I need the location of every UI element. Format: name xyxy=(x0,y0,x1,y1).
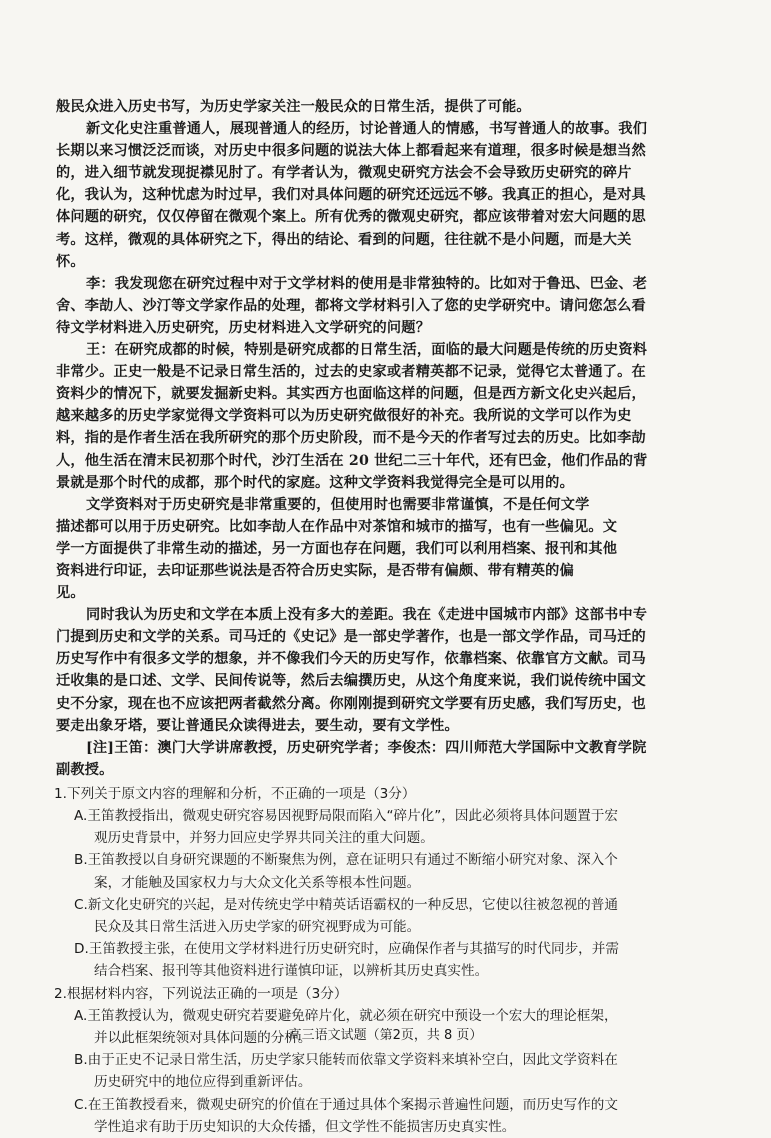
passage-line: 长期以来习惯泛泛而谈，对历史中很多问题的说法大体上都看起来有道理，很多时候是想当然 xyxy=(56,143,646,160)
passage-line: 资料少的情况下，就要发掘新史料。其实西方也面临这样的问题，但是西方新文化史兴起后， xyxy=(56,386,646,403)
passage-line: 文学资料对于历史研究是非常重要的，但使用时也需要非常谨慎，不是任何文学 xyxy=(86,496,590,513)
passage-line: 见。 xyxy=(56,585,85,602)
answer-option-continued: 历史研究中的地位应得到重新评估。 xyxy=(94,1074,312,1091)
passage-line: 迁收集的是口述、文学、民间传说等，然后去编撰历史，从这个角度来说，我们说传统中国文 xyxy=(56,673,646,690)
passage-line: 史不分家，现在也不应该把两者截然分离。你刚刚提到研究文学要有历史感，我们写历史，也 xyxy=(56,695,646,712)
answer-option: C.新文化史研究的兴起，是对传统史学中精英话语霸权的一种反思，它使以往被忽视的普通 xyxy=(74,896,618,913)
answer-option-continued: 案，才能触及国家权力与大众文化关系等根本性问题。 xyxy=(94,874,421,891)
answer-option: A.王笛教授指出，微观史研究容易因视野局限而陷入“碎片化”，因此必须将具体问题置于宏 xyxy=(74,808,619,825)
answer-option-continued: 学性追求有助于历史知识的大众传播，但文学性不能损害历史真实性。 xyxy=(94,1118,516,1135)
question-stem: 2.根据材料内容，下列说法正确的一项是（3分） xyxy=(54,985,348,1002)
question-section xyxy=(56,783,709,1138)
passage-line: 怀。 xyxy=(56,253,85,270)
passage-line: 门提到历史和文学的关系。司马迁的《史记》是一部史学著作，也是一部文学作品，司马迁的 xyxy=(56,629,646,646)
answer-option: B.王笛教授以自身研究课题的不断聚焦为例，意在证明只有通过不断缩小研究对象、深入个 xyxy=(74,852,618,869)
passage-line: 资料进行印证，去印证那些说法是否符合历史实际，是否带有偏颇、带有精英的偏 xyxy=(56,562,574,579)
passage-line: 要走出象牙塔，要让普通民众读得进去，要生动，要有文学性。 xyxy=(56,717,459,734)
passage-line: 副教授。 xyxy=(56,761,114,778)
passage-line: 景就是那个时代的成都，那个时代的家庭。这种文学资料我觉得完全是可以用的。 xyxy=(56,474,574,491)
passage-line: 李：我发现您在研究过程中对于文学材料的使用是非常独特的。比如对于鲁迅、巴金、老 xyxy=(86,275,648,292)
passage-line: 王：在研究成都的时候，特别是研究成都的日常生活，面临的最大问题是传统的历史资料 xyxy=(86,342,648,359)
passage-line: 描述都可以用于历史研究。比如李劼人在作品中对茶馆和城市的描写，也有一些偏见。文 xyxy=(56,518,618,535)
reading-passage xyxy=(56,0,709,781)
passage-line: 非常少。正史一般是不记录日常生活的，过去的史家或者精英都不记录，觉得它太普通了。在 xyxy=(56,364,646,381)
passage-line: 人，他生活在清末民初那个时代，沙汀生活在 20 世纪二三十年代，还有巴金，他们作品的背 xyxy=(56,452,648,469)
question-stem: 1.下列关于原文内容的理解和分析，不正确的一项是（3分） xyxy=(54,785,416,802)
passage-line: 越来越多的历史学家觉得文学资料可以为历史研究做很好的补充。我所说的文学可以作为史 xyxy=(56,408,632,425)
passage-line: 新文化史注重普通人，展现普通人的经历，讨论普通人的情感，书写普通人的故事。我们 xyxy=(86,121,648,138)
answer-option: C.在王笛教授看来，微观史研究的价值在于通过具体个案揭示普遍性问题，而历史写作的文 xyxy=(74,1096,618,1113)
passage-line: 舍、李劼人、沙汀等文学家作品的处理，都将文学材料引入了您的史学研究中。请问您怎么看 xyxy=(56,297,646,314)
passage-line: 同时我认为历史和文学在本质上没有多大的差距。我在《走进中国城市内部》这部书中专 xyxy=(86,607,648,624)
answer-option-continued: 观历史背景中，并努力回应史学界共同关注的重大问题。 xyxy=(94,830,434,847)
passage-line: 体问题的研究，仅仅停留在微观个案上。所有优秀的微观史研究，都应该带着对宏大问题的思 xyxy=(56,209,646,226)
passage-line: 学一方面提供了非常生动的描述，另一方面也存在问题，我们可以利用档案、报刊和其他 xyxy=(56,540,618,557)
answer-option-continued: 民众及其日常生活进入历史学家的研究视野成为可能。 xyxy=(94,919,421,936)
passage-line: 历史写作中有很多文学的想象，并不像我们今天的历史写作，依靠档案、依靠官方文献。司马 xyxy=(56,651,646,668)
passage-line: 化，我认为，这种忧虑为时过早，我们对具体问题的研究还远远不够。我真正的担心，是对具 xyxy=(56,187,646,204)
passage-line: 待文学材料进入历史研究，历史材料进入文学研究的问题？ xyxy=(56,319,431,336)
passage-line: 考。这样，微观的具体研究之下，得出的结论、看到的问题，往往就不是小问题，而是大关 xyxy=(56,231,632,248)
answer-option: B.由于正史不记录日常生活，历史学家只能转而依靠文学资料来填补空白，因此文学资料在 xyxy=(74,1052,618,1069)
passage-line: [注]王笛：澳门大学讲席教授，历史研究学者；李俊杰：四川师范大学国际中文教育学院 xyxy=(86,739,647,756)
passage-line: 料，指的是作者生活在我所研究的那个历史阶段，而不是今天的作者写过去的历史。比如李劼 xyxy=(56,430,646,447)
answer-option: A.王笛教授认为，微观史研究若要避免碎片化，就必须在研究中预设一个宏大的理论框架， xyxy=(74,1007,618,1024)
passage-line: 的，进入细节就发现捉襟见肘了。有学者认为，微观史研究方法会不会导致历史研究的碎片 xyxy=(56,165,632,182)
page-footer: 高三语文试题（第2页，共 8 页） xyxy=(288,1028,483,1043)
answer-option-continued: 并以此框架统领对具体问题的分析。 xyxy=(94,1029,312,1046)
passage-line: 般民众进入历史书写，为历史学家关注一般民众的日常生活，提供了可能。 xyxy=(56,99,531,115)
answer-option: D.王笛教授主张，在使用文学材料进行历史研究时，应确保作者与其描写的时代同步，并需 xyxy=(74,941,619,958)
answer-option-continued: 结合档案、报刊等其他资料进行谨慎印证，以辨析其历史真实性。 xyxy=(94,963,489,980)
